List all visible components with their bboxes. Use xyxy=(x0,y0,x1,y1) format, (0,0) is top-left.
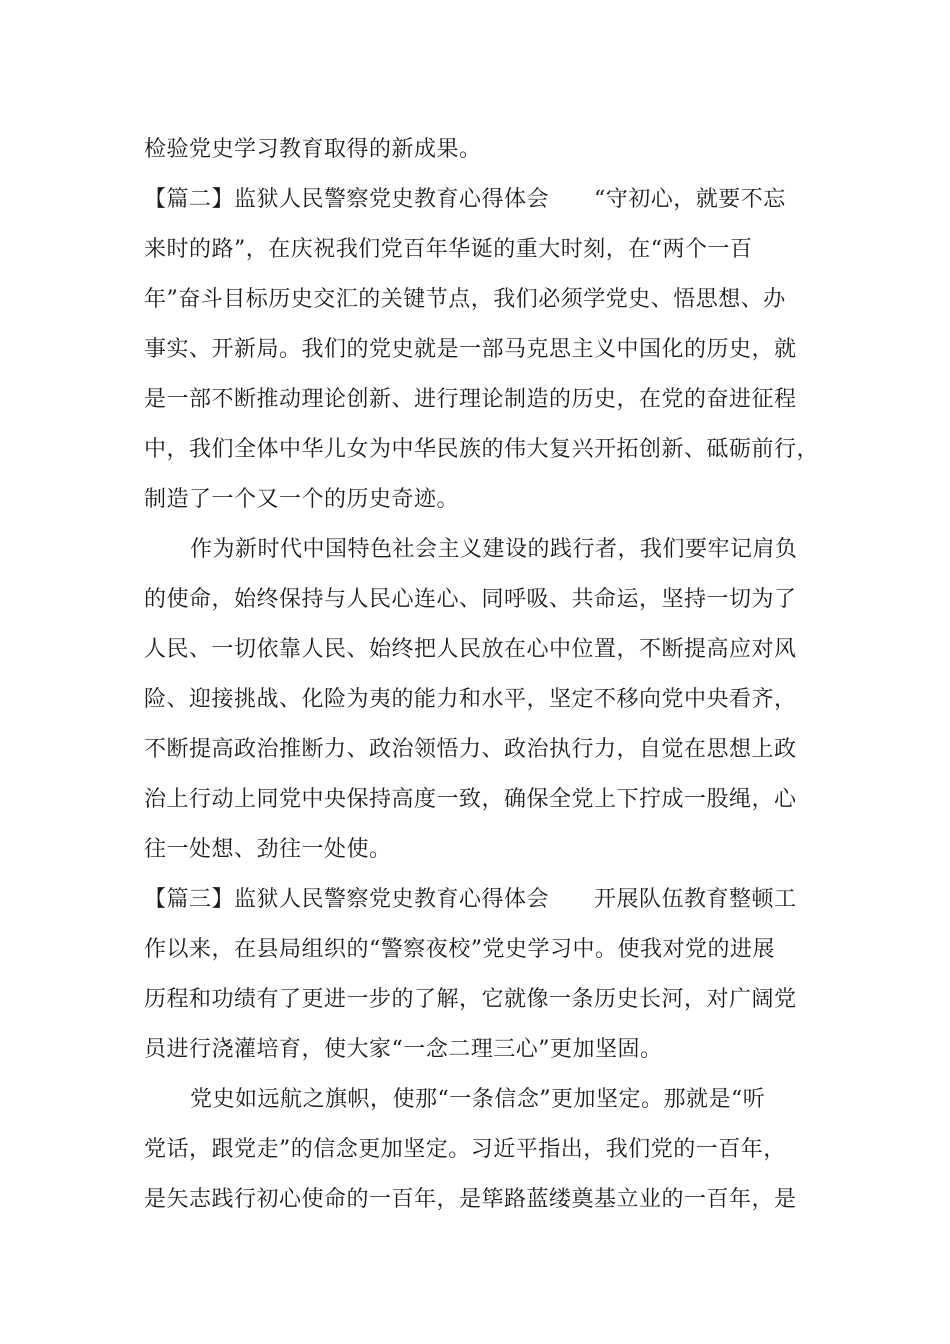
text-line: 的使命，始终保持与人民心连心、同呼吸、共命运，坚持一切为了 xyxy=(144,587,797,612)
text-line: 是一部不断推动理论创新、进行理论制造的历史，在党的奋进征程 xyxy=(144,387,797,412)
text-line: 事实、开新局。我们的党史就是一部马克思主义中国化的历史，就 xyxy=(144,337,797,362)
section-heading-line: 【篇二】监狱人民警察党史教育心得体会 “守初心，就要不忘 xyxy=(144,187,786,212)
text-line: 不断提高政治推断力、政治领悟力、政治执行力，自觉在思想上政 xyxy=(144,737,797,762)
text-line: 是矢志践行初心使命的一百年，是筚路蓝缕奠基立业的一百年，是 xyxy=(144,1187,797,1212)
section-heading-line: 【篇三】监狱人民警察党史教育心得体会 开展队伍教育整顿工 xyxy=(144,887,797,912)
text-line: 往一处想、劲往一处使。 xyxy=(144,837,392,862)
text-line: 年”奋斗目标历史交汇的关键节点，我们必须学党史、悟思想、办 xyxy=(144,287,786,312)
text-line: 治上行动上同党中央保持高度一致，确保全党上下拧成一股绳，心 xyxy=(144,787,797,812)
text-line: 制造了一个又一个的历史奇迹。 xyxy=(144,487,460,512)
text-line: 历程和功绩有了更进一步的了解，它就像一条历史长河，对广阔党 xyxy=(144,987,797,1012)
text-line: 人民、一切依靠人民、始终把人民放在心中位置，不断提高应对风 xyxy=(144,637,797,662)
text-line: 来时的路”，在庆祝我们党百年华诞的重大时刻，在“两个一百 xyxy=(144,237,753,262)
text-line: 中，我们全体中华儿女为中华民族的伟大复兴开拓创新、砥砺前行， xyxy=(144,437,820,462)
text-line: 作以来，在县局组织的“警察夜校”党史学习中。使我对党的进展 xyxy=(144,937,775,962)
paragraph-first-line: 作为新时代中国特色社会主义建设的践行者，我们要牢记肩负 xyxy=(190,537,798,562)
text-line: 险、迎接挑战、化险为夷的能力和水平，坚定不移向党中央看齐， xyxy=(144,687,797,712)
text-line: 党话，跟党走”的信念更加坚定。习近平指出，我们党的一百年， xyxy=(144,1137,786,1162)
paragraph-first-line: 党史如远航之旗帜，使那“一条信念”更加坚定。那就是“听 xyxy=(190,1087,766,1112)
text-line: 检验党史学习教育取得的新成果。 xyxy=(144,137,482,162)
text-line: 员进行浇灌培育，使大家“一念二理三心”更加坚固。 xyxy=(144,1037,663,1062)
